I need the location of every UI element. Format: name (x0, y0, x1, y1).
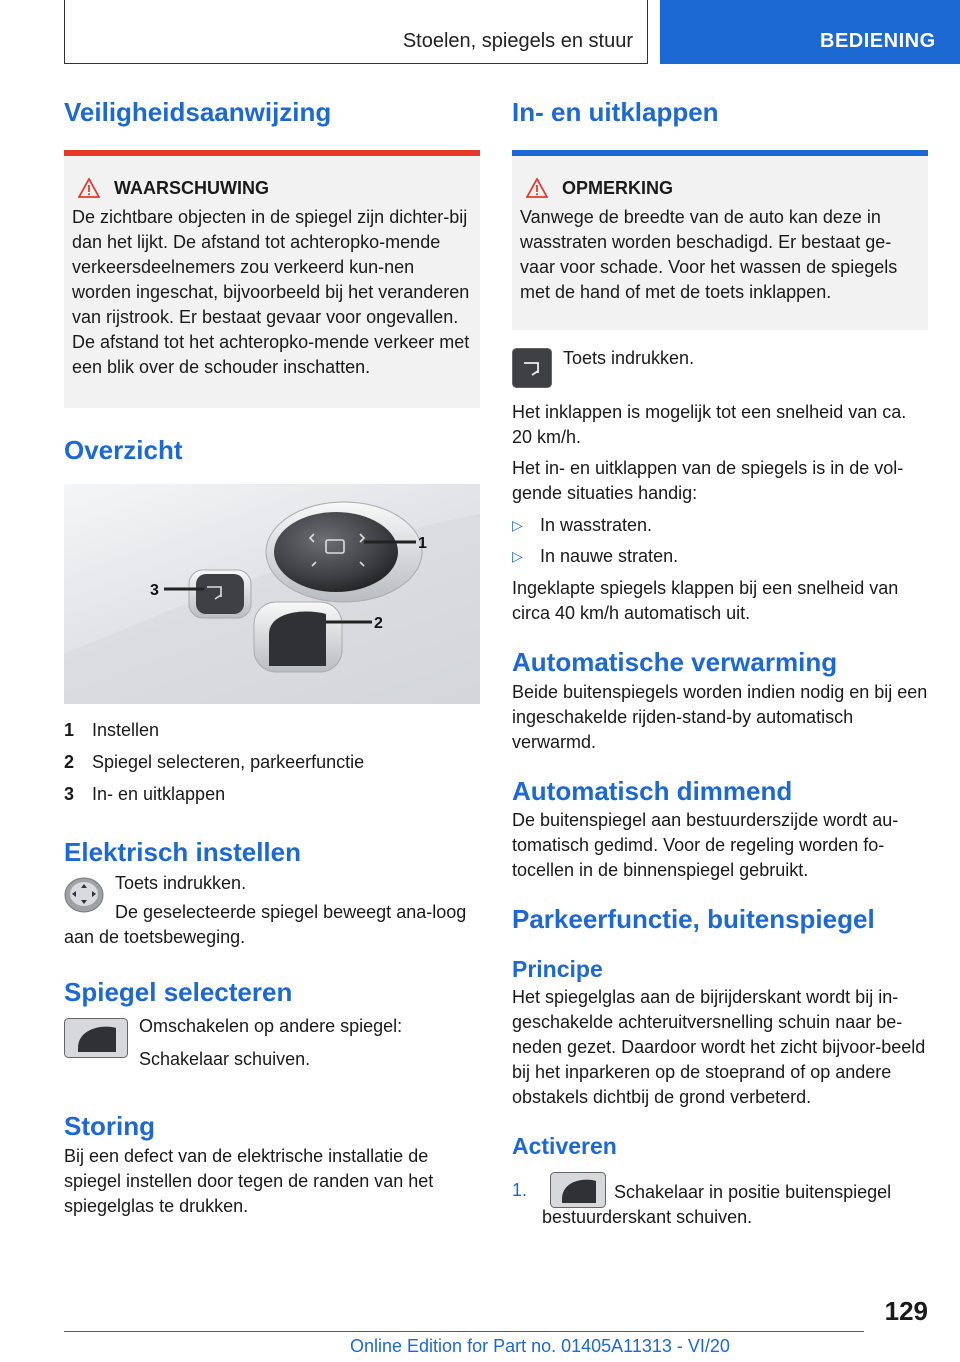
four-way-button-icon (64, 875, 104, 915)
left-column (64, 96, 480, 1219)
fault-text: Bij een defect van de elektrische installatie de spiegel instellen door tegen de randen van het spiegelglas te drukken. (64, 1145, 434, 1216)
legend-item (64, 714, 480, 746)
warning-label: WAARSCHUWING (114, 177, 269, 198)
footer-edition: Online Edition for Part no. 01405A11313 - VI/20 (350, 1336, 730, 1356)
note-box (512, 150, 928, 330)
legend-item (64, 746, 480, 778)
dim-text: De buitenspiegel aan bestuurderszijde wordt au-tomatisch gedimd. Voor de regeling worden fo-tocellen in de binnenspiegel gebruikt. (512, 810, 899, 881)
fold-situations-text: Het in- en uitklappen van de spiegels is in de vol-gende situaties handig: (512, 457, 904, 503)
safety-title: Veiligheidsaanwijzing (64, 97, 332, 127)
note-text: Vanwege de breedte van de auto kan deze in wasstraten worden beschadigd. Er bestaat ge-vaar voor schade. Voor het wassen de spiegels met de hand of met de toets inklappen. (520, 206, 898, 302)
select-title: Spiegel selecteren (64, 977, 293, 1008)
legend-item (64, 778, 480, 810)
header-chapter-title: BEDIENING (820, 30, 936, 52)
legend-text: Spiegel selecteren, parkeerfunctie (92, 751, 365, 772)
legend-text: Instellen (92, 719, 160, 740)
list-item: ▷ In nauwe straten. (512, 541, 928, 572)
park-title: Parkeerfunctie, buitenspiegel (512, 904, 875, 935)
heat-title: Automatische verwarming (512, 646, 838, 677)
legend-num: 3 (64, 783, 75, 804)
elec-title: Elektrisch instellen (64, 836, 301, 867)
fold-button-icon (512, 348, 552, 388)
header-chapter-tab (660, 0, 960, 64)
warning-text: De zichtbare objecten in de spiegel zijn dichter-bij dan het lijkt. De afstand tot achteropko-mende verkeersdeelnemers zou verkeerd kun-nen worden ingeschat, bijvoorbeeld bij het veranderen van rijstrook. Er bestaat gevaar voor ongevallen. De afstand tot het achteropko-mende verkeer met een blik over de schouder inschatten. (72, 206, 470, 377)
mirror-switch-illustration (64, 484, 480, 704)
fold-title: In- en uitklappen (512, 97, 719, 127)
fault-title: Storing (64, 1111, 155, 1142)
principle-text: Het spiegelglas aan de bijrijderskant wordt bij in-geschakelde achteruitversnelling schuin naar be-neden gezet. Daardoor wordt het zicht bijvoor-beeld bij het inparkeren op de stoeprand of op andere obstakels dichtbij de grond verbeterd. (512, 987, 926, 1108)
elec-step1: Toets indrukken. (115, 873, 247, 894)
mirror-controls-photo (64, 484, 480, 704)
triangle-bullet-icon: ▷ (512, 516, 523, 533)
elec-step2: De geselecteerde spiegel beweegt ana-loog aan de toetsbeweging. (64, 902, 467, 948)
activate-title: Activeren (512, 1133, 617, 1160)
dim-title: Automatisch dimmend (512, 775, 793, 806)
header-section-title: Stoelen, spiegels en stuur (402, 30, 633, 52)
select-step1: Omschakelen op andere spiegel: (139, 1016, 403, 1037)
triangle-bullet-icon: ▷ (512, 547, 523, 564)
selector-switch-icon (64, 1018, 128, 1058)
fold-speed-text: Het inklappen is mogelijk tot een snelheid van ca. 20 km/h. (512, 401, 907, 447)
activate-step (512, 1172, 928, 1230)
callout-2: 2 (374, 614, 383, 632)
callout-1: 1 (418, 534, 427, 552)
right-column (512, 96, 928, 1230)
callout-3: 3 (150, 581, 159, 599)
caution-triangle-icon (526, 178, 548, 198)
list-item: ▷ In wasstraten. (512, 510, 928, 541)
step-number: 1. (512, 1179, 528, 1200)
warning-box (64, 150, 480, 408)
note-label: OPMERKING (562, 177, 674, 198)
selector-switch-icon (550, 1172, 606, 1208)
footer-divider (64, 1331, 864, 1332)
overview-title: Overzicht (64, 434, 183, 465)
legend-list (64, 714, 480, 810)
fold-auto-text: Ingeklapte spiegels klappen bij een snelheid van circa 40 km/h automatisch uit. (512, 577, 899, 623)
select-step2: Schakelaar schuiven. (139, 1049, 311, 1070)
situations-list (512, 510, 928, 572)
header-section-box (64, 0, 648, 64)
page-number: 129 (884, 1296, 928, 1326)
warning-triangle-icon (78, 178, 100, 198)
legend-num: 2 (64, 751, 75, 772)
legend-text: In- en uitklappen (92, 783, 226, 804)
principle-title: Principe (512, 956, 603, 983)
fold-step1: Toets indrukken. (563, 347, 695, 368)
step-text: Schakelaar in positie buitenspiegel bestuurderskant schuiven. (542, 1181, 892, 1227)
legend-num: 1 (64, 719, 75, 740)
heat-text: Beide buitenspiegels worden indien nodig en bij een ingeschakelde rijden-stand-by automatisch verwarmd. (512, 681, 928, 752)
